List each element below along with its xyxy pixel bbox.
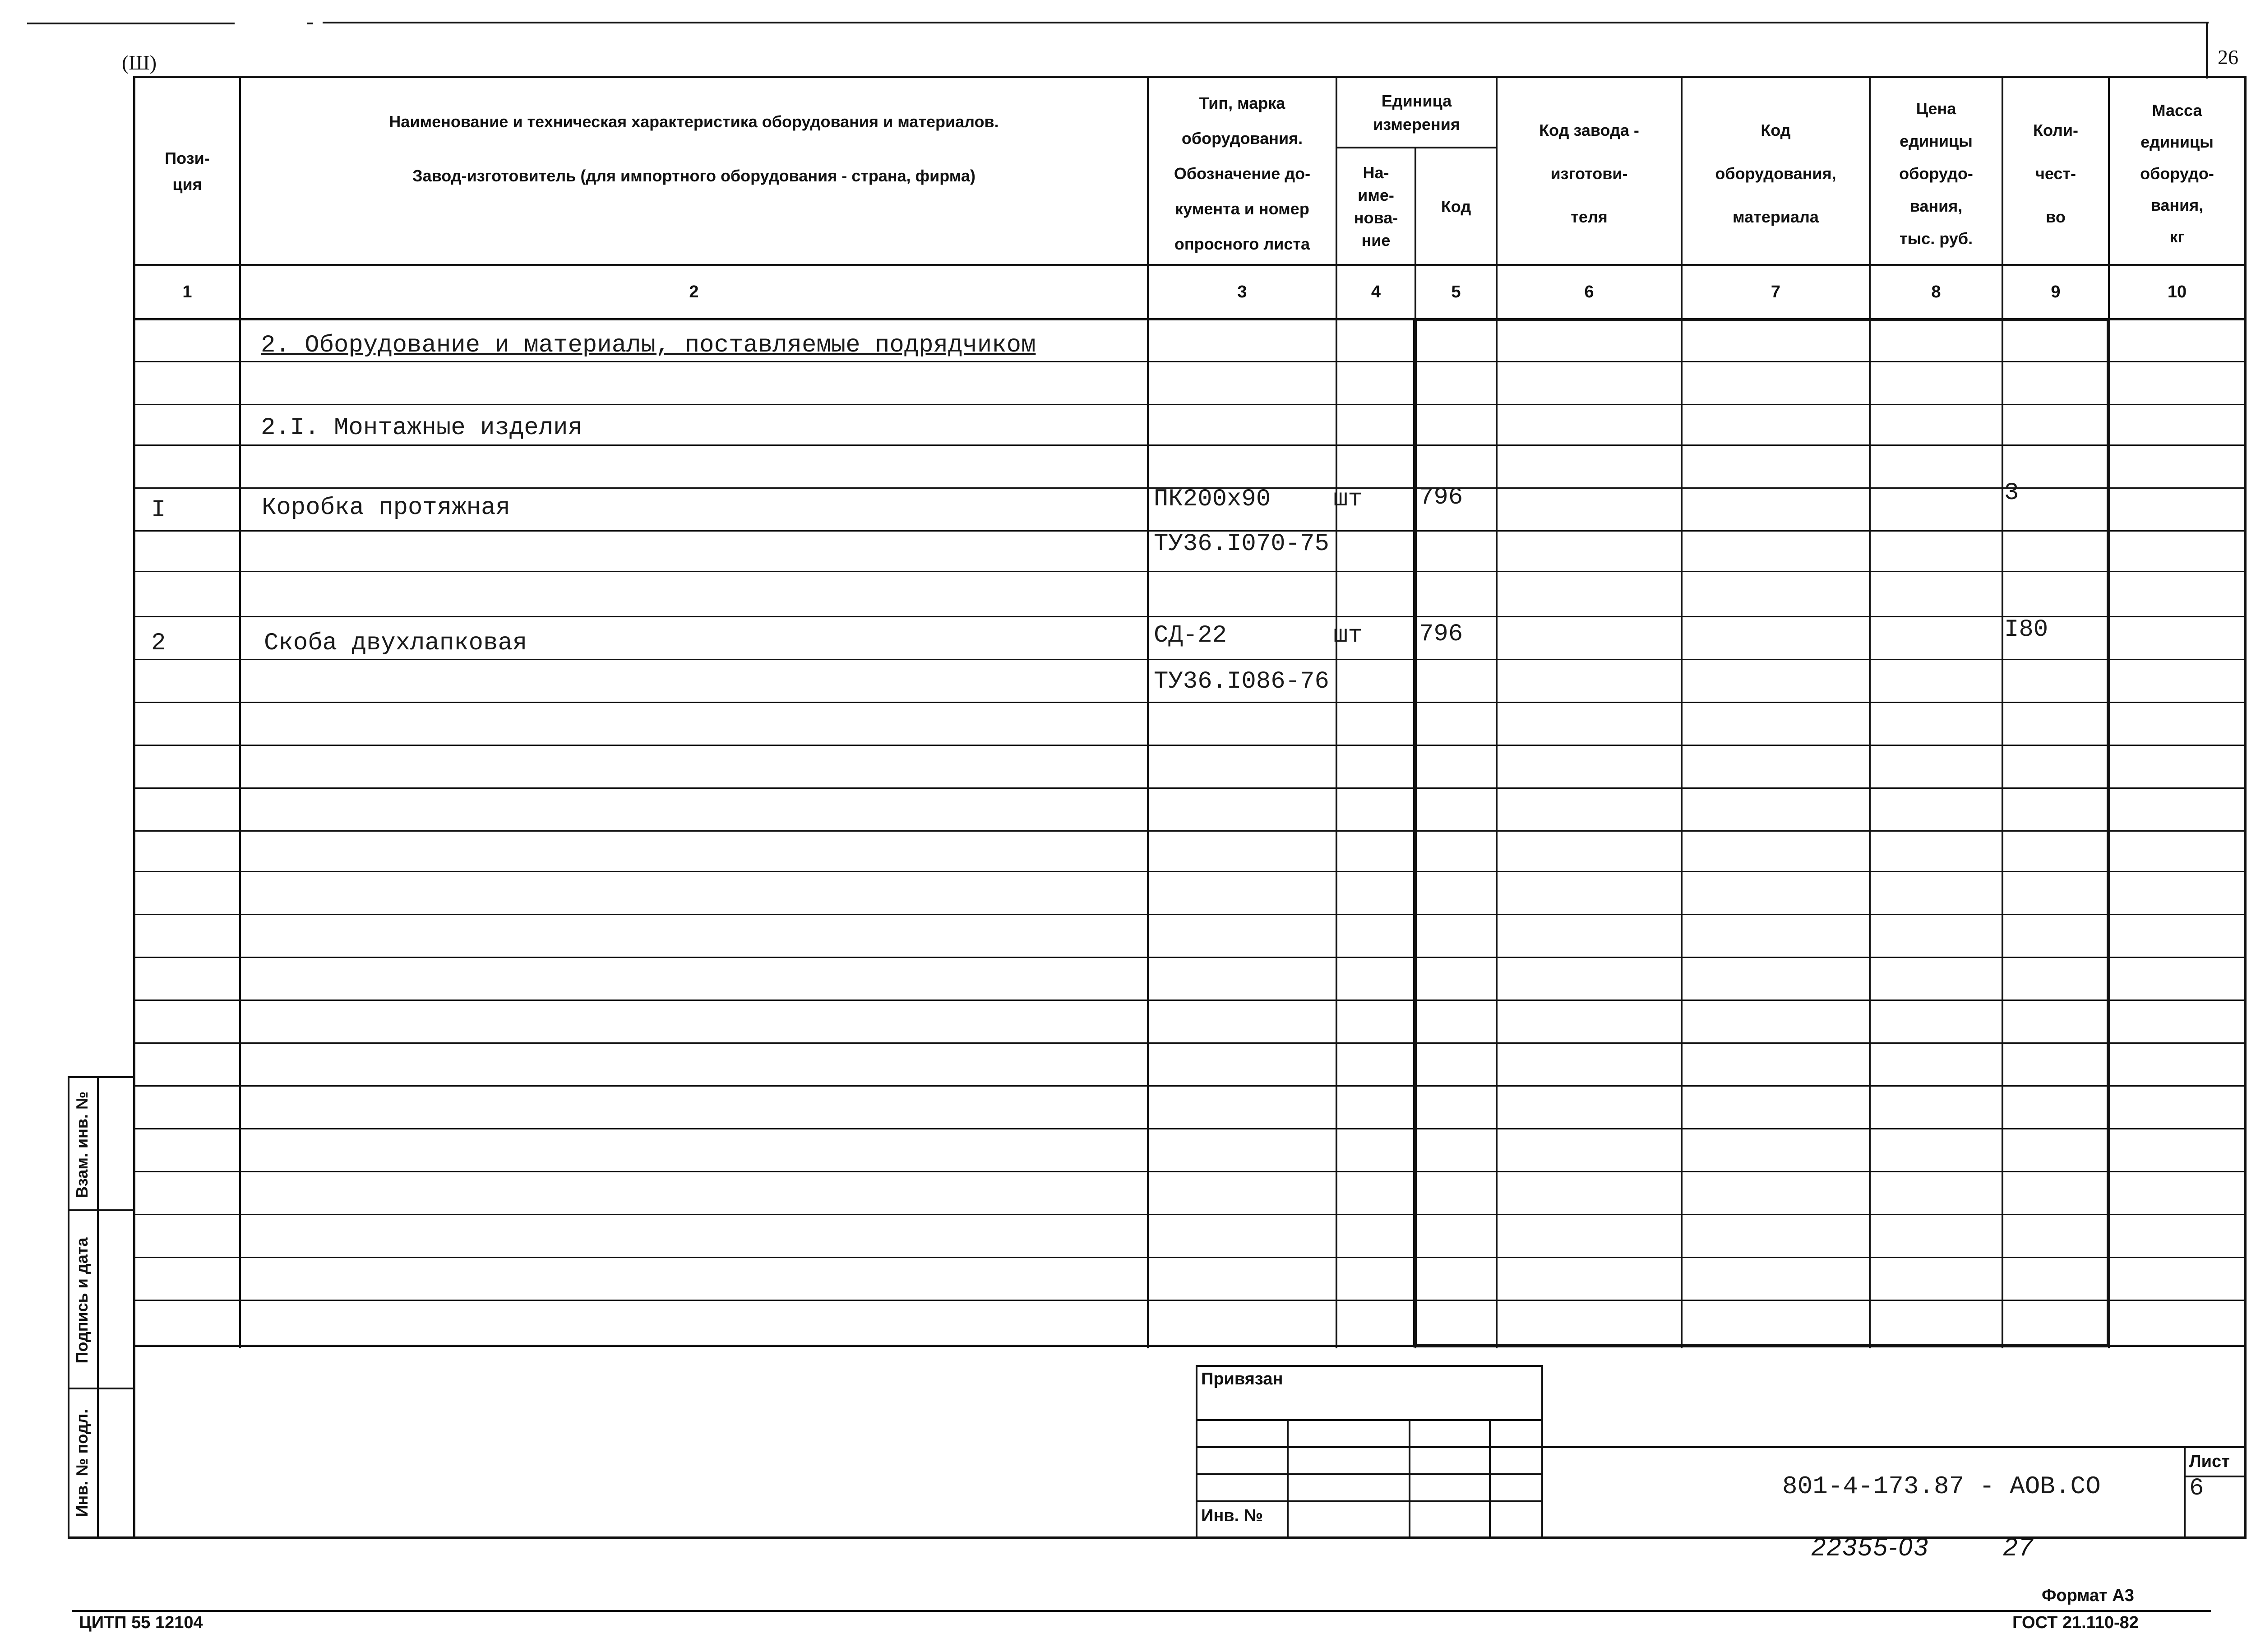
tb-sheet-value: 6 bbox=[2189, 1475, 2204, 1502]
row-rule-18 bbox=[133, 1085, 2247, 1087]
header-price: Цена единицы оборудо- вания, тыс. руб. bbox=[1899, 99, 1973, 248]
header-name: Наименование и техническая характеристика оборудования и материалов. Завод-изготовитель (для импортного оборудования - страна, фирма) bbox=[389, 112, 999, 185]
frame-right bbox=[2244, 76, 2247, 1539]
sheet-corner-number: 26 bbox=[2218, 46, 2238, 69]
row-rule-8 bbox=[133, 659, 2247, 660]
row-rule-11 bbox=[133, 787, 2247, 789]
top-rule-main bbox=[323, 22, 2209, 23]
item1-quantity: 3 bbox=[2004, 479, 2019, 507]
column-number-2: 2 bbox=[689, 282, 699, 301]
side-stamp-sign-date: Подпись и дата bbox=[73, 1237, 91, 1364]
row-rule-1 bbox=[133, 361, 2247, 362]
row-rule-6 bbox=[133, 571, 2247, 572]
frame-top bbox=[133, 76, 2247, 78]
tb-row-4 bbox=[1196, 1500, 1543, 1502]
row-rule-23 bbox=[133, 1300, 2247, 1301]
item1-type: ПК200х90 bbox=[1154, 486, 1271, 513]
tb-sheet-left bbox=[2184, 1446, 2186, 1539]
handwritten-code: 22355-03 bbox=[1812, 1532, 1929, 1561]
column-number-10: 10 bbox=[2167, 282, 2187, 301]
column-number-9: 9 bbox=[2051, 282, 2061, 301]
section-title: 2. Оборудование и материалы, поставляемые подрядчиком bbox=[261, 332, 1036, 359]
row-rule-15 bbox=[133, 957, 2247, 958]
item2-name: Скоба двухлапковая bbox=[264, 629, 527, 657]
header-equipment-code: Код оборудования, материала bbox=[1715, 121, 1836, 226]
row-rule-20 bbox=[133, 1171, 2247, 1172]
tb-col-2 bbox=[1409, 1419, 1410, 1539]
item2-code: 796 bbox=[1419, 620, 1463, 648]
item1-name: Коробка протяжная bbox=[262, 494, 510, 522]
header-mass: Масса единицы оборудо- вания, кг bbox=[2140, 101, 2214, 246]
header-position: Пози- ция bbox=[165, 149, 210, 194]
row-rule-13 bbox=[133, 871, 2247, 872]
row-rule-2 bbox=[133, 404, 2247, 405]
item2-doc: ТУ36.I086-76 bbox=[1154, 668, 1329, 695]
side-stamp-div2 bbox=[68, 1388, 135, 1389]
handwritten-num: 27 bbox=[2003, 1532, 2034, 1561]
header-unit-code: Код bbox=[1441, 197, 1471, 216]
top-rule-left bbox=[27, 23, 235, 24]
section-mark: (Ш) bbox=[122, 51, 157, 74]
column-number-8: 8 bbox=[1931, 282, 1941, 301]
column-number-4: 4 bbox=[1371, 282, 1381, 301]
column-number-7: 7 bbox=[1771, 282, 1781, 301]
tb-designation: 801-4-173.87 - АОВ.СО bbox=[1782, 1472, 2101, 1501]
header-quantity: Коли- чест- во bbox=[2033, 121, 2079, 226]
footer-right: ГОСТ 21.110-82 bbox=[2012, 1613, 2139, 1632]
item1-unit: шт bbox=[1333, 486, 1363, 513]
column-number-6: 6 bbox=[1584, 282, 1594, 301]
row-rule-10 bbox=[133, 745, 2247, 746]
header-type-mark: Тип, марка оборудования. Обозначение до- кумента и номер опросного листа bbox=[1174, 94, 1311, 253]
item2-position: 2 bbox=[151, 629, 166, 657]
side-stamp-inner bbox=[97, 1076, 99, 1539]
row-rule-16 bbox=[133, 1000, 2247, 1001]
top-rule-dot bbox=[307, 23, 313, 24]
bold-box-right bbox=[2107, 318, 2110, 1347]
format-label: Формат А3 bbox=[2042, 1586, 2134, 1605]
row-rule-3 bbox=[133, 444, 2247, 446]
tb-sheet-label: Лист bbox=[2189, 1452, 2230, 1471]
tb-privyazan: Привязан bbox=[1201, 1370, 1283, 1388]
item2-unit: шт bbox=[1333, 622, 1363, 649]
corner-box-left bbox=[2206, 22, 2208, 79]
item2-type: СД-22 bbox=[1154, 622, 1227, 649]
row-rule-17 bbox=[133, 1042, 2247, 1044]
footer-rule bbox=[72, 1610, 2211, 1612]
side-stamp-inv-podl: Инв. № подл. bbox=[73, 1409, 91, 1517]
item2-quantity: I80 bbox=[2004, 616, 2048, 643]
subsection-title: 2.I. Монтажные изделия bbox=[261, 414, 582, 442]
header-factory-code: Код завода - изготови- теля bbox=[1539, 121, 1639, 226]
table-bottom-rule bbox=[133, 1345, 2247, 1347]
tb-designation-top bbox=[1543, 1446, 2247, 1448]
row-rule-14 bbox=[133, 914, 2247, 915]
side-stamp-inv-vzam: Взам. инв. № bbox=[73, 1091, 91, 1199]
footer-left: ЦИТП 55 12104 bbox=[79, 1613, 203, 1632]
bold-box-top bbox=[1415, 318, 2110, 321]
bold-box-left bbox=[1413, 318, 1417, 1347]
item1-code: 796 bbox=[1419, 484, 1463, 511]
tb-row-1 bbox=[1196, 1419, 1543, 1421]
tb-col-1 bbox=[1287, 1419, 1289, 1539]
row-rule-9 bbox=[133, 702, 2247, 703]
row-rule-19 bbox=[133, 1128, 2247, 1129]
tb-box-left bbox=[1196, 1365, 1197, 1539]
row-rule-7 bbox=[133, 616, 2247, 617]
header-unit-name: На- име- нова- ние bbox=[1354, 163, 1398, 250]
column-number-1: 1 bbox=[182, 282, 192, 301]
tb-col-3 bbox=[1489, 1419, 1491, 1539]
item1-doc: ТУ36.I070-75 bbox=[1154, 530, 1329, 558]
row-rule-22 bbox=[133, 1257, 2247, 1258]
tb-inv-no: Инв. № bbox=[1201, 1506, 1263, 1525]
row-rule-12 bbox=[133, 830, 2247, 832]
column-number-3: 3 bbox=[1237, 282, 1247, 301]
tb-row-2 bbox=[1196, 1446, 1543, 1448]
tb-box-right bbox=[1541, 1365, 1543, 1539]
header-unit-group: Единица измерения bbox=[1373, 92, 1460, 134]
item1-position: I bbox=[151, 496, 166, 524]
tb-box-top bbox=[1196, 1365, 1543, 1367]
tb-row-3 bbox=[1196, 1473, 1543, 1475]
column-number-5: 5 bbox=[1451, 282, 1461, 301]
row-rule-21 bbox=[133, 1214, 2247, 1215]
